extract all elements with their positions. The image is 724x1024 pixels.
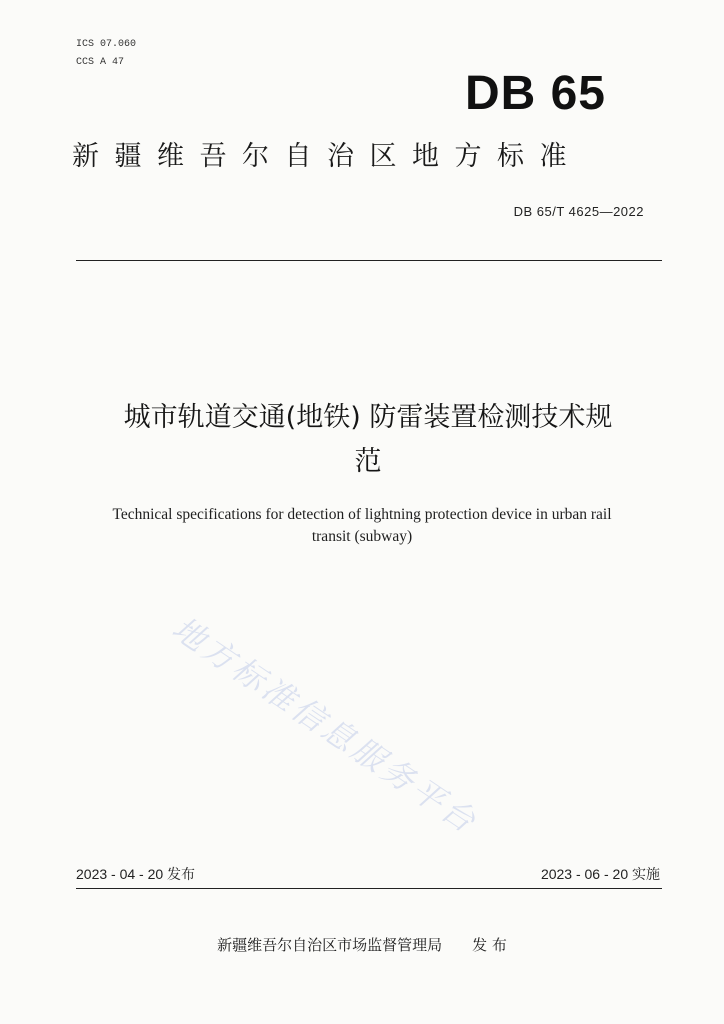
issuing-authority-heading: 新疆维吾尔自治区地方标准 (72, 141, 582, 172)
chinese-title (70, 396, 666, 484)
bottom-divider (76, 888, 662, 889)
issuer-name: 新疆维吾尔自治区市场监督管理局 (217, 936, 443, 954)
ccs-code: CCS A 47 (76, 57, 125, 68)
watermark: 地方标准信息服务平台 (165, 608, 486, 842)
issuer-line (0, 934, 724, 955)
issuer-action: 发 布 (472, 936, 507, 954)
english-title-line-2: transit (subway) (311, 528, 413, 545)
english-title (60, 504, 664, 548)
chinese-title-line-1: 城市轨道交通(地铁) 防雷装置检测技术规 (123, 402, 613, 433)
classification-codes (76, 36, 136, 72)
implementation-date: 2023 - 06 - 20 实施 (540, 866, 660, 882)
standard-number: DB 65/T 4625—2022 (513, 204, 644, 219)
ics-code: ICS 07.060 (76, 39, 137, 50)
english-title-line-1: Technical specifications for detection of lightning protection device in urban rail (112, 506, 612, 523)
issue-date: 2023 - 04 - 20 发布 (76, 866, 196, 882)
top-divider (76, 260, 662, 261)
db-logo: DB 65 (464, 67, 606, 120)
chinese-title-line-2: 范 (354, 446, 382, 477)
